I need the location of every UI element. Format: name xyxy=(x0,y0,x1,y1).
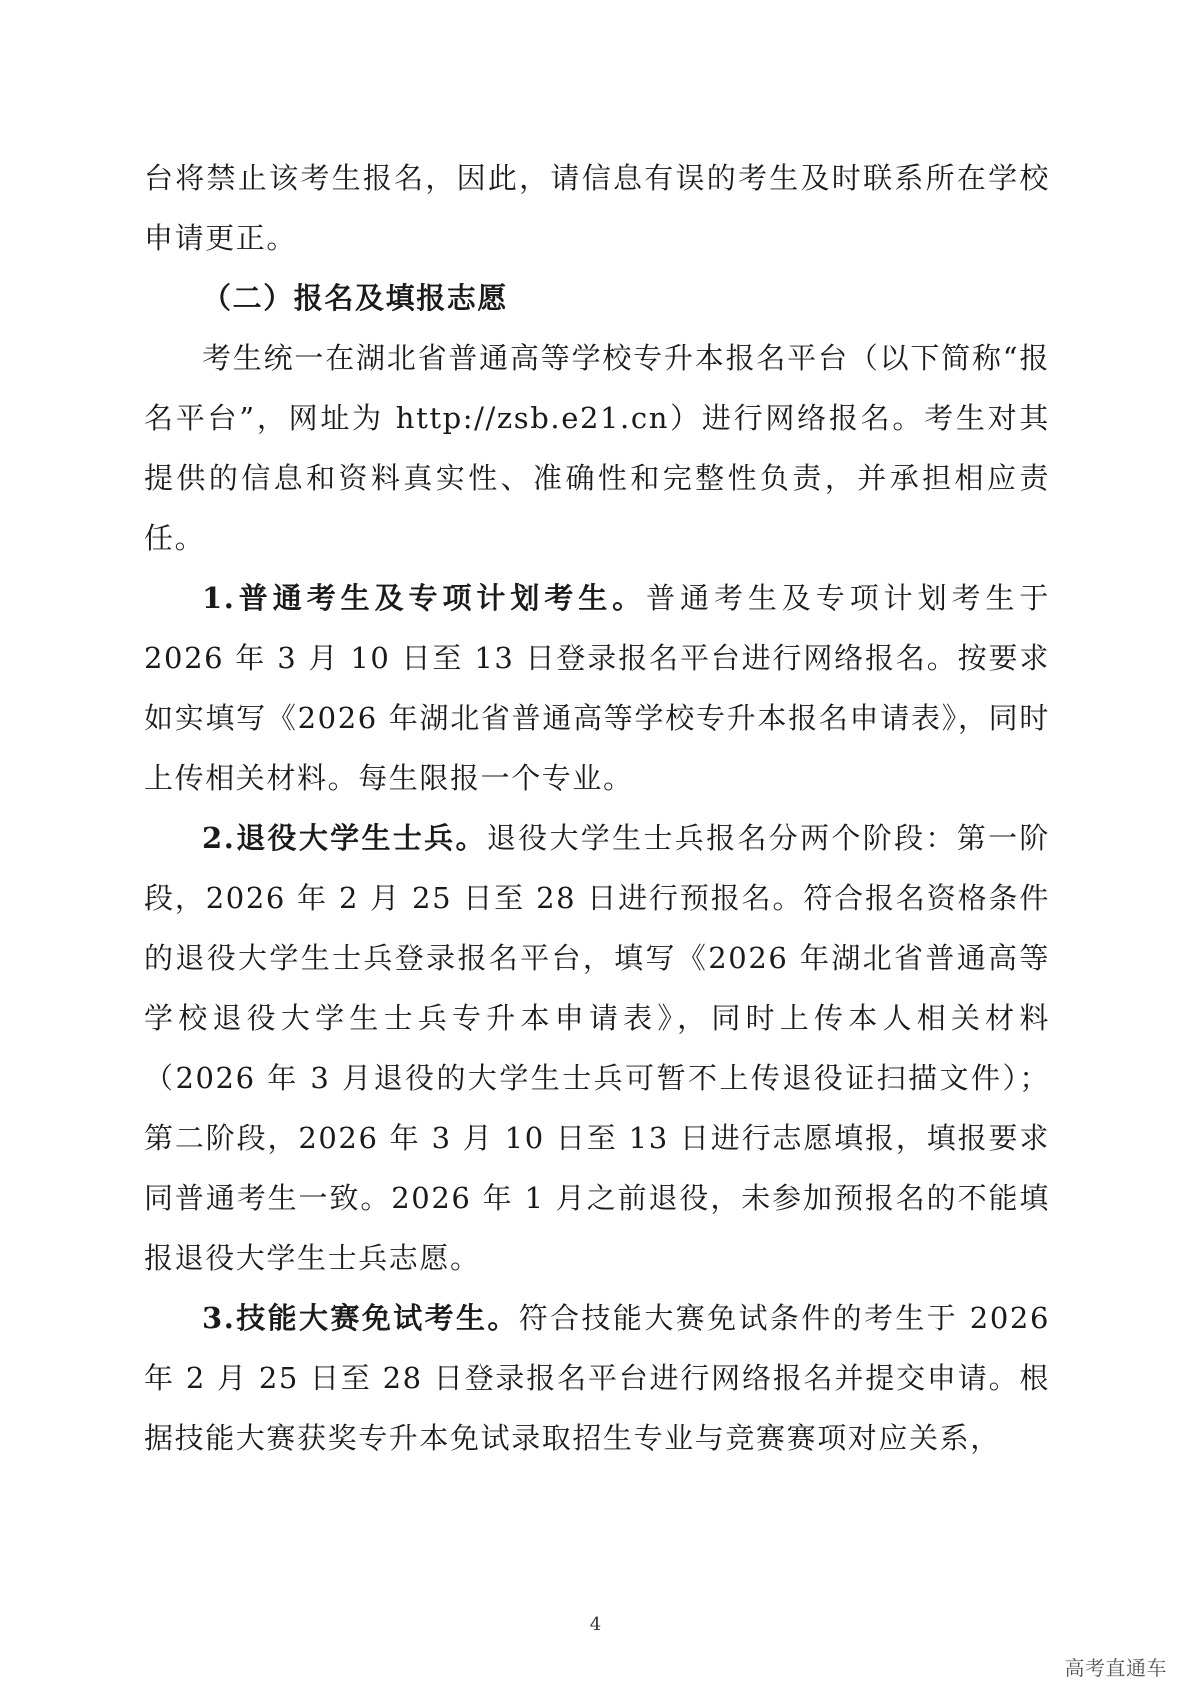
section-heading: （二）报名及填报志愿 xyxy=(202,281,509,315)
paragraph-item-2 xyxy=(144,808,1050,1288)
item-1-title: 1.普通考生及专项计划考生。 xyxy=(202,581,647,615)
paragraph-registration-platform: 考生统一在湖北省普通高等学校专升本报名平台（以下简称“报名平台”，网址为 http://zsb.e21.cn）进行网络报名。考生对其提供的信息和资料真实性、准确性和完整性负责，并承担相应责任。 xyxy=(144,341,1050,555)
watermark-text: 高考直通车 xyxy=(1064,1656,1167,1680)
item-2-title: 2.退役大学生士兵。 xyxy=(202,821,487,855)
document-body xyxy=(144,148,1050,1468)
item-3-title: 3.技能大赛免试考生。 xyxy=(202,1301,519,1335)
paragraph-continuation: 台将禁止该考生报名，因此，请信息有误的考生及时联系所在学校申请更正。 xyxy=(144,161,1050,255)
item-3-body: 符合技能大赛免试条件的考生于 2026 年 2 月 25 日至 28 日登录报名平台进行网络报名并提交申请。根据技能大赛获奖专升本免试录取招生专业与竞赛赛项对应关系， xyxy=(144,1301,1051,1455)
item-1-body: 普通考生及专项计划考生于 2026 年 3 月 10 日至 13 日登录报名平台进行网络报名。按要求如实填写《2026 年湖北省普通高等学校专升本报名申请表》，同时上传相关材料。每生限报一个专业。 xyxy=(144,581,1050,795)
paragraph-item-3 xyxy=(144,1288,1050,1468)
item-2-body: 退役大学生士兵报名分两个阶段：第一阶段，2026 年 2 月 25 日至 28 日进行预报名。符合报名资格条件的退役大学生士兵登录报名平台，填写《2026 年湖北省普通高等学校退役大学生士兵专升本申请表》，同时上传本人相关材料（2026 年 3 月退役的大学生士兵可暂不上传退役证扫描文件）；第二阶段，2026 年 3 月 10 日至 13 日进行志愿填报，填报要求同普通考生一致。2026 年 1 月之前退役，未参加预报名的不能填报退役大学生士兵志愿。 xyxy=(144,821,1050,1275)
paragraph-item-1 xyxy=(144,568,1050,808)
page-number: 4 xyxy=(589,1614,602,1635)
